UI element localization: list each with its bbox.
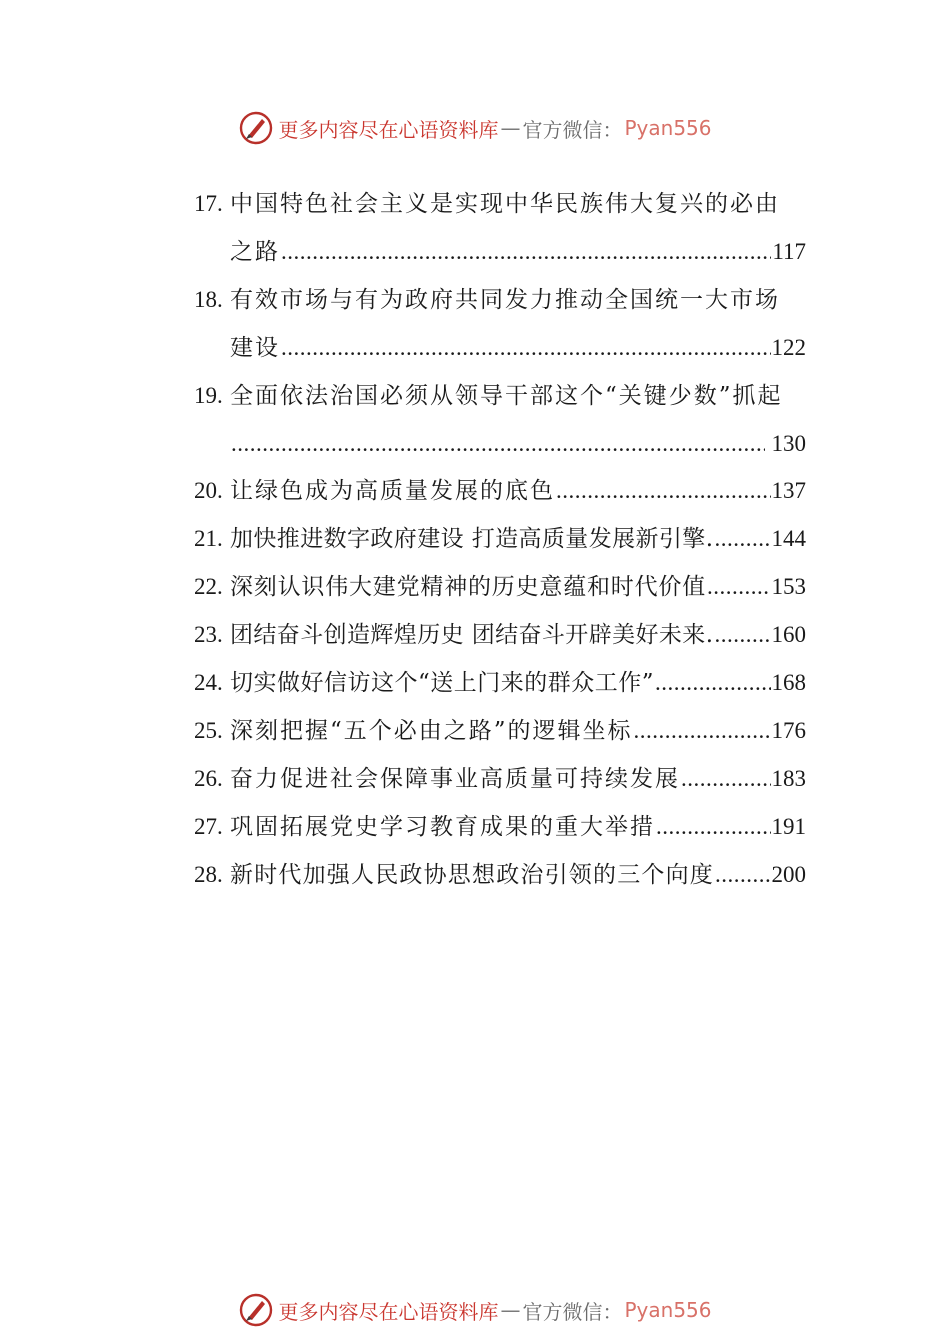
toc-entry-title: 切实做好信访这个“送上门来的群众工作” <box>230 670 655 696</box>
toc-entry-number: 19. <box>194 383 223 408</box>
dot-leader <box>714 515 770 562</box>
toc-entry-title-continuation: 建设 <box>230 335 280 361</box>
dot-leader <box>656 803 771 850</box>
toc-entry-number: 17. <box>194 191 223 216</box>
dot-leader <box>281 228 771 275</box>
toc-entry-18-continuation[interactable] <box>194 324 806 372</box>
footer-wechat-label: 官方微信： <box>522 1299 623 1324</box>
toc-entry-number: 24. <box>194 670 223 695</box>
dot-leader <box>281 324 771 371</box>
toc-entry-title: 新时代加强人民政协思想政治引领的三个向度 <box>230 862 714 888</box>
dot-leader <box>707 563 771 610</box>
toc-entry-20[interactable] <box>194 467 806 515</box>
toc-page-number: 130 <box>771 431 806 456</box>
pen-nib-logo-icon <box>238 1292 274 1328</box>
toc-page-number: 168 <box>771 670 806 695</box>
pen-nib-logo-icon <box>238 110 274 146</box>
footer-banner <box>0 1290 950 1330</box>
toc-page-number: 183 <box>771 766 806 791</box>
dot-leader <box>714 611 770 658</box>
toc-entry-18[interactable] <box>194 276 806 324</box>
toc-page-number: 153 <box>771 574 806 599</box>
toc-page-number: 191 <box>771 814 806 839</box>
toc-page-number: 137 <box>771 478 806 503</box>
toc-entry-title: 让绿色成为高质量发展的底色 <box>230 478 555 504</box>
toc-entry-title: 加快推进数字政府建设 打造高质量发展新引擎. <box>230 526 714 552</box>
toc-entry-number: 26. <box>194 766 223 791</box>
toc-entry-19[interactable] <box>194 372 806 420</box>
toc-page-number: 176 <box>771 718 806 743</box>
header-wechat-label: 官方微信： <box>522 117 623 142</box>
toc-page-number: 144 <box>771 526 806 551</box>
toc-entry-17-continuation[interactable] <box>194 228 806 276</box>
header-brand-text: 更多内容尽在心语资料库 <box>278 117 499 142</box>
toc-entry-number: 28. <box>194 862 223 887</box>
toc-entry-number: 20. <box>194 478 223 503</box>
toc-page-number: 117 <box>772 239 806 264</box>
dot-leader <box>715 851 771 898</box>
footer-dash: — <box>500 1298 521 1322</box>
toc-entry-24[interactable] <box>194 659 806 707</box>
toc-entry-17[interactable] <box>194 180 806 228</box>
toc-entry-title: 团结奋斗创造辉煌历史 团结奋斗开辟美好未来. <box>230 622 714 648</box>
toc-entry-number: 23. <box>194 622 223 647</box>
toc-entry-title: 全面依法治国必须从领导干部这个“关键少数”抓起 <box>230 383 783 409</box>
toc-entry-title: 有效市场与有为政府共同发力推动全国统一大市场 <box>230 287 780 313</box>
header-dash: — <box>500 116 521 140</box>
toc-page-number: 200 <box>771 862 806 887</box>
toc-entry-title: 深刻认识伟大建党精神的历史意蕴和时代价值 <box>230 574 706 600</box>
toc-entry-23[interactable] <box>194 611 806 659</box>
toc-entry-number: 21. <box>194 526 223 551</box>
header-banner <box>0 108 950 148</box>
toc-entry-title: 深刻把握“五个必由之路”的逻辑坐标 <box>230 718 633 744</box>
table-of-contents <box>194 180 806 899</box>
toc-entry-27[interactable] <box>194 803 806 851</box>
dot-leader <box>231 420 765 467</box>
toc-entry-number: 25. <box>194 718 223 743</box>
toc-entry-26[interactable] <box>194 755 806 803</box>
footer-wechat-id: Pyan556 <box>624 1298 712 1322</box>
footer-brand-text: 更多内容尽在心语资料库 <box>278 1299 499 1324</box>
toc-entry-22[interactable] <box>194 563 806 611</box>
dot-leader <box>681 755 771 802</box>
toc-entry-title-continuation: 之路 <box>230 239 280 265</box>
toc-entry-21[interactable] <box>194 515 806 563</box>
toc-entry-number: 18. <box>194 287 223 312</box>
dot-leader <box>634 707 771 754</box>
toc-entry-number: 27. <box>194 814 223 839</box>
toc-entry-title: 中国特色社会主义是实现中华民族伟大复兴的必由 <box>230 191 780 217</box>
toc-entry-title: 巩固拓展党史学习教育成果的重大举措 <box>230 814 655 840</box>
toc-entry-title: 奋力促进社会保障事业高质量可持续发展 <box>230 766 680 792</box>
toc-entry-25[interactable] <box>194 707 806 755</box>
toc-page-number: 122 <box>771 335 806 360</box>
dot-leader <box>655 659 770 706</box>
toc-entry-19-continuation[interactable] <box>194 420 806 467</box>
toc-entry-number: 22. <box>194 574 223 599</box>
header-wechat-id: Pyan556 <box>624 116 712 140</box>
dot-leader <box>556 467 771 514</box>
toc-entry-28[interactable] <box>194 851 806 899</box>
toc-page-number: 160 <box>771 622 806 647</box>
